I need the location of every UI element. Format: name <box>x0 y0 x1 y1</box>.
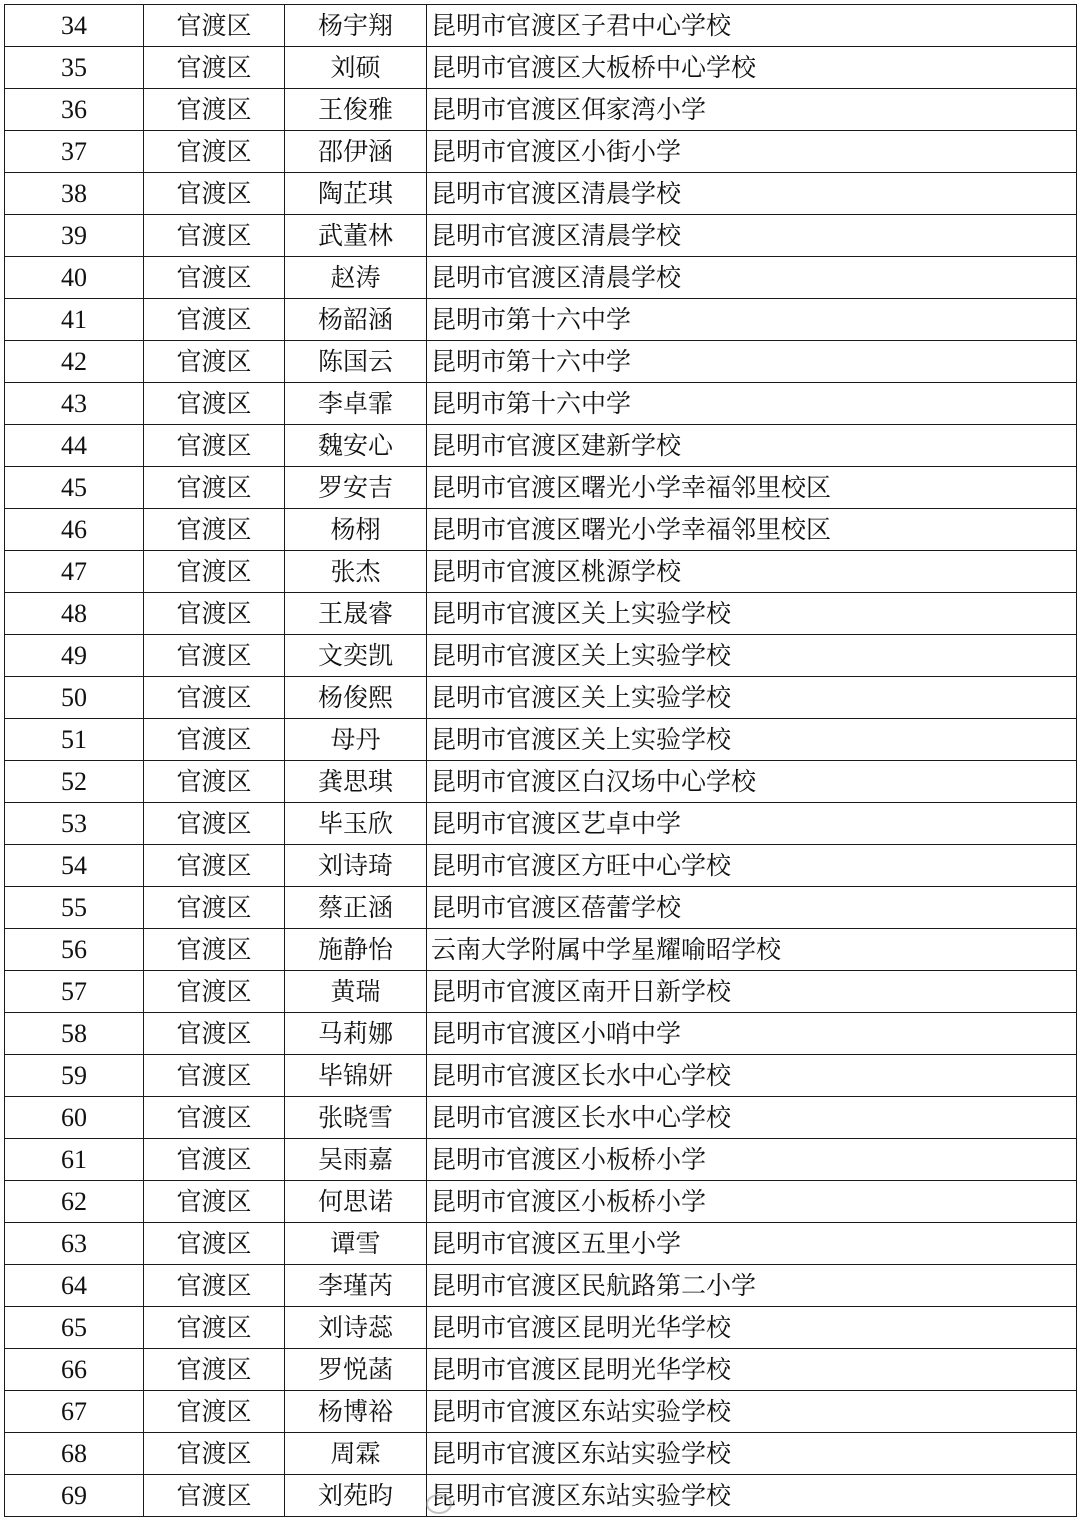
row-number: 57 <box>5 971 144 1013</box>
district-cell: 官渡区 <box>144 173 285 215</box>
student-name-cell: 刘诗蕊 <box>285 1307 427 1349</box>
district-cell: 官渡区 <box>144 131 285 173</box>
district-cell: 官渡区 <box>144 971 285 1013</box>
table-row <box>5 677 1077 719</box>
school-cell: 昆明市官渡区东站实验学校 <box>427 1475 1077 1517</box>
school-cell: 昆明市官渡区清晨学校 <box>427 257 1077 299</box>
row-number: 45 <box>5 467 144 509</box>
table-row <box>5 929 1077 971</box>
student-name-cell: 龚思琪 <box>285 761 427 803</box>
district-cell: 官渡区 <box>144 1181 285 1223</box>
table-row <box>5 1055 1077 1097</box>
student-name-cell: 邵伊涵 <box>285 131 427 173</box>
school-cell: 昆明市第十六中学 <box>427 341 1077 383</box>
district-cell: 官渡区 <box>144 5 285 47</box>
district-cell: 官渡区 <box>144 761 285 803</box>
school-cell: 昆明市官渡区长水中心学校 <box>427 1097 1077 1139</box>
school-cell: 昆明市官渡区曙光小学幸福邻里校区 <box>427 509 1077 551</box>
table-row <box>5 467 1077 509</box>
district-cell: 官渡区 <box>144 425 285 467</box>
district-cell: 官渡区 <box>144 89 285 131</box>
row-number: 63 <box>5 1223 144 1265</box>
student-name-cell: 王俊雅 <box>285 89 427 131</box>
school-cell: 昆明市官渡区清晨学校 <box>427 173 1077 215</box>
row-number: 37 <box>5 131 144 173</box>
student-name-cell: 蔡正涵 <box>285 887 427 929</box>
row-number: 64 <box>5 1265 144 1307</box>
table-row <box>5 131 1077 173</box>
row-number: 36 <box>5 89 144 131</box>
table-row <box>5 341 1077 383</box>
roster-table <box>4 4 1077 1517</box>
school-cell: 昆明市官渡区昆明光华学校 <box>427 1349 1077 1391</box>
row-number: 62 <box>5 1181 144 1223</box>
student-name-cell: 张晓雪 <box>285 1097 427 1139</box>
student-name-cell: 马莉娜 <box>285 1013 427 1055</box>
row-number: 49 <box>5 635 144 677</box>
district-cell: 官渡区 <box>144 593 285 635</box>
school-cell: 昆明市官渡区佴家湾小学 <box>427 89 1077 131</box>
row-number: 48 <box>5 593 144 635</box>
student-name-cell: 陈国云 <box>285 341 427 383</box>
table-row <box>5 425 1077 467</box>
district-cell: 官渡区 <box>144 1097 285 1139</box>
table-row <box>5 215 1077 257</box>
student-name-cell: 杨俊熙 <box>285 677 427 719</box>
row-number: 65 <box>5 1307 144 1349</box>
row-number: 53 <box>5 803 144 845</box>
row-number: 66 <box>5 1349 144 1391</box>
student-name-cell: 何思诺 <box>285 1181 427 1223</box>
student-name-cell: 杨韶涵 <box>285 299 427 341</box>
table-row <box>5 47 1077 89</box>
student-name-cell: 杨栩 <box>285 509 427 551</box>
district-cell: 官渡区 <box>144 1307 285 1349</box>
school-cell: 昆明市官渡区关上实验学校 <box>427 677 1077 719</box>
district-cell: 官渡区 <box>144 1349 285 1391</box>
table-row <box>5 1223 1077 1265</box>
student-name-cell: 毕玉欣 <box>285 803 427 845</box>
student-name-cell: 李瑾芮 <box>285 1265 427 1307</box>
table-row <box>5 173 1077 215</box>
table-row <box>5 635 1077 677</box>
district-cell: 官渡区 <box>144 551 285 593</box>
district-cell: 官渡区 <box>144 887 285 929</box>
student-name-cell: 罗悦菡 <box>285 1349 427 1391</box>
school-cell: 昆明市官渡区白汉场中心学校 <box>427 761 1077 803</box>
row-number: 40 <box>5 257 144 299</box>
school-cell: 昆明市官渡区东站实验学校 <box>427 1391 1077 1433</box>
district-cell: 官渡区 <box>144 1013 285 1055</box>
school-cell: 昆明市官渡区五里小学 <box>427 1223 1077 1265</box>
student-name-cell: 魏安心 <box>285 425 427 467</box>
school-cell: 昆明市第十六中学 <box>427 299 1077 341</box>
school-cell: 昆明市官渡区建新学校 <box>427 425 1077 467</box>
student-name-cell: 施静怡 <box>285 929 427 971</box>
school-cell: 昆明市官渡区关上实验学校 <box>427 635 1077 677</box>
row-number: 52 <box>5 761 144 803</box>
student-name-cell: 刘苑昀 <box>285 1475 427 1517</box>
row-number: 61 <box>5 1139 144 1181</box>
school-cell: 昆明市官渡区清晨学校 <box>427 215 1077 257</box>
row-number: 68 <box>5 1433 144 1475</box>
table-row <box>5 1181 1077 1223</box>
table-row <box>5 1433 1077 1475</box>
row-number: 50 <box>5 677 144 719</box>
student-name-cell: 武董林 <box>285 215 427 257</box>
table-row <box>5 551 1077 593</box>
student-name-cell: 黄瑞 <box>285 971 427 1013</box>
district-cell: 官渡区 <box>144 215 285 257</box>
row-number: 39 <box>5 215 144 257</box>
school-cell: 云南大学附属中学星耀喻昭学校 <box>427 929 1077 971</box>
district-cell: 官渡区 <box>144 467 285 509</box>
row-number: 55 <box>5 887 144 929</box>
school-cell: 昆明市官渡区关上实验学校 <box>427 593 1077 635</box>
school-cell: 昆明市官渡区关上实验学校 <box>427 719 1077 761</box>
district-cell: 官渡区 <box>144 341 285 383</box>
row-number: 69 <box>5 1475 144 1517</box>
student-name-cell: 李卓霏 <box>285 383 427 425</box>
row-number: 34 <box>5 5 144 47</box>
table-row <box>5 1307 1077 1349</box>
school-cell: 昆明市官渡区艺卓中学 <box>427 803 1077 845</box>
district-cell: 官渡区 <box>144 383 285 425</box>
table-row <box>5 761 1077 803</box>
row-number: 43 <box>5 383 144 425</box>
table-row <box>5 1139 1077 1181</box>
row-number: 41 <box>5 299 144 341</box>
district-cell: 官渡区 <box>144 1391 285 1433</box>
table-row <box>5 845 1077 887</box>
student-name-cell: 刘硕 <box>285 47 427 89</box>
student-name-cell: 陶芷琪 <box>285 173 427 215</box>
district-cell: 官渡区 <box>144 257 285 299</box>
row-number: 46 <box>5 509 144 551</box>
table-row <box>5 593 1077 635</box>
district-cell: 官渡区 <box>144 1139 285 1181</box>
student-name-cell: 周霖 <box>285 1433 427 1475</box>
school-cell: 昆明市官渡区大板桥中心学校 <box>427 47 1077 89</box>
table-row <box>5 1265 1077 1307</box>
roster-table-body <box>5 5 1077 1517</box>
student-name-cell: 刘诗琦 <box>285 845 427 887</box>
student-name-cell: 母丹 <box>285 719 427 761</box>
school-cell: 昆明市官渡区民航路第二小学 <box>427 1265 1077 1307</box>
table-row <box>5 509 1077 551</box>
district-cell: 官渡区 <box>144 635 285 677</box>
school-cell: 昆明市官渡区方旺中心学校 <box>427 845 1077 887</box>
row-number: 51 <box>5 719 144 761</box>
school-cell: 昆明市官渡区小街小学 <box>427 131 1077 173</box>
school-cell: 昆明市官渡区长水中心学校 <box>427 1055 1077 1097</box>
district-cell: 官渡区 <box>144 1265 285 1307</box>
district-cell: 官渡区 <box>144 299 285 341</box>
row-number: 59 <box>5 1055 144 1097</box>
district-cell: 官渡区 <box>144 509 285 551</box>
table-row <box>5 1475 1077 1517</box>
district-cell: 官渡区 <box>144 845 285 887</box>
school-cell: 昆明市官渡区蓓蕾学校 <box>427 887 1077 929</box>
table-row <box>5 383 1077 425</box>
student-name-cell: 谭雪 <box>285 1223 427 1265</box>
table-row <box>5 719 1077 761</box>
school-cell: 昆明市官渡区小板桥小学 <box>427 1139 1077 1181</box>
row-number: 60 <box>5 1097 144 1139</box>
student-name-cell: 杨宇翔 <box>285 5 427 47</box>
school-cell: 昆明市官渡区桃源学校 <box>427 551 1077 593</box>
school-cell: 昆明市官渡区小板桥小学 <box>427 1181 1077 1223</box>
table-row <box>5 971 1077 1013</box>
student-name-cell: 张杰 <box>285 551 427 593</box>
table-row <box>5 257 1077 299</box>
district-cell: 官渡区 <box>144 47 285 89</box>
school-cell: 昆明市官渡区昆明光华学校 <box>427 1307 1077 1349</box>
student-name-cell: 吴雨嘉 <box>285 1139 427 1181</box>
school-cell: 昆明市官渡区曙光小学幸福邻里校区 <box>427 467 1077 509</box>
table-row <box>5 1097 1077 1139</box>
district-cell: 官渡区 <box>144 1433 285 1475</box>
school-cell: 昆明市官渡区小哨中学 <box>427 1013 1077 1055</box>
district-cell: 官渡区 <box>144 677 285 719</box>
student-name-cell: 王晟睿 <box>285 593 427 635</box>
student-name-cell: 杨博裕 <box>285 1391 427 1433</box>
student-name-cell: 赵涛 <box>285 257 427 299</box>
table-row <box>5 887 1077 929</box>
table-row <box>5 89 1077 131</box>
school-cell: 昆明市官渡区南开日新学校 <box>427 971 1077 1013</box>
school-cell: 昆明市官渡区东站实验学校 <box>427 1433 1077 1475</box>
row-number: 54 <box>5 845 144 887</box>
row-number: 47 <box>5 551 144 593</box>
district-cell: 官渡区 <box>144 929 285 971</box>
row-number: 56 <box>5 929 144 971</box>
row-number: 38 <box>5 173 144 215</box>
row-number: 58 <box>5 1013 144 1055</box>
table-row <box>5 1013 1077 1055</box>
district-cell: 官渡区 <box>144 1223 285 1265</box>
table-row <box>5 1391 1077 1433</box>
row-number: 35 <box>5 47 144 89</box>
student-name-cell: 罗安吉 <box>285 467 427 509</box>
table-row <box>5 1349 1077 1391</box>
school-cell: 昆明市官渡区子君中心学校 <box>427 5 1077 47</box>
table-row <box>5 803 1077 845</box>
district-cell: 官渡区 <box>144 1475 285 1517</box>
student-name-cell: 毕锦妍 <box>285 1055 427 1097</box>
row-number: 42 <box>5 341 144 383</box>
row-number: 67 <box>5 1391 144 1433</box>
district-cell: 官渡区 <box>144 803 285 845</box>
table-row <box>5 299 1077 341</box>
school-cell: 昆明市第十六中学 <box>427 383 1077 425</box>
district-cell: 官渡区 <box>144 1055 285 1097</box>
student-name-cell: 文奕凯 <box>285 635 427 677</box>
district-cell: 官渡区 <box>144 719 285 761</box>
row-number: 44 <box>5 425 144 467</box>
table-row <box>5 5 1077 47</box>
